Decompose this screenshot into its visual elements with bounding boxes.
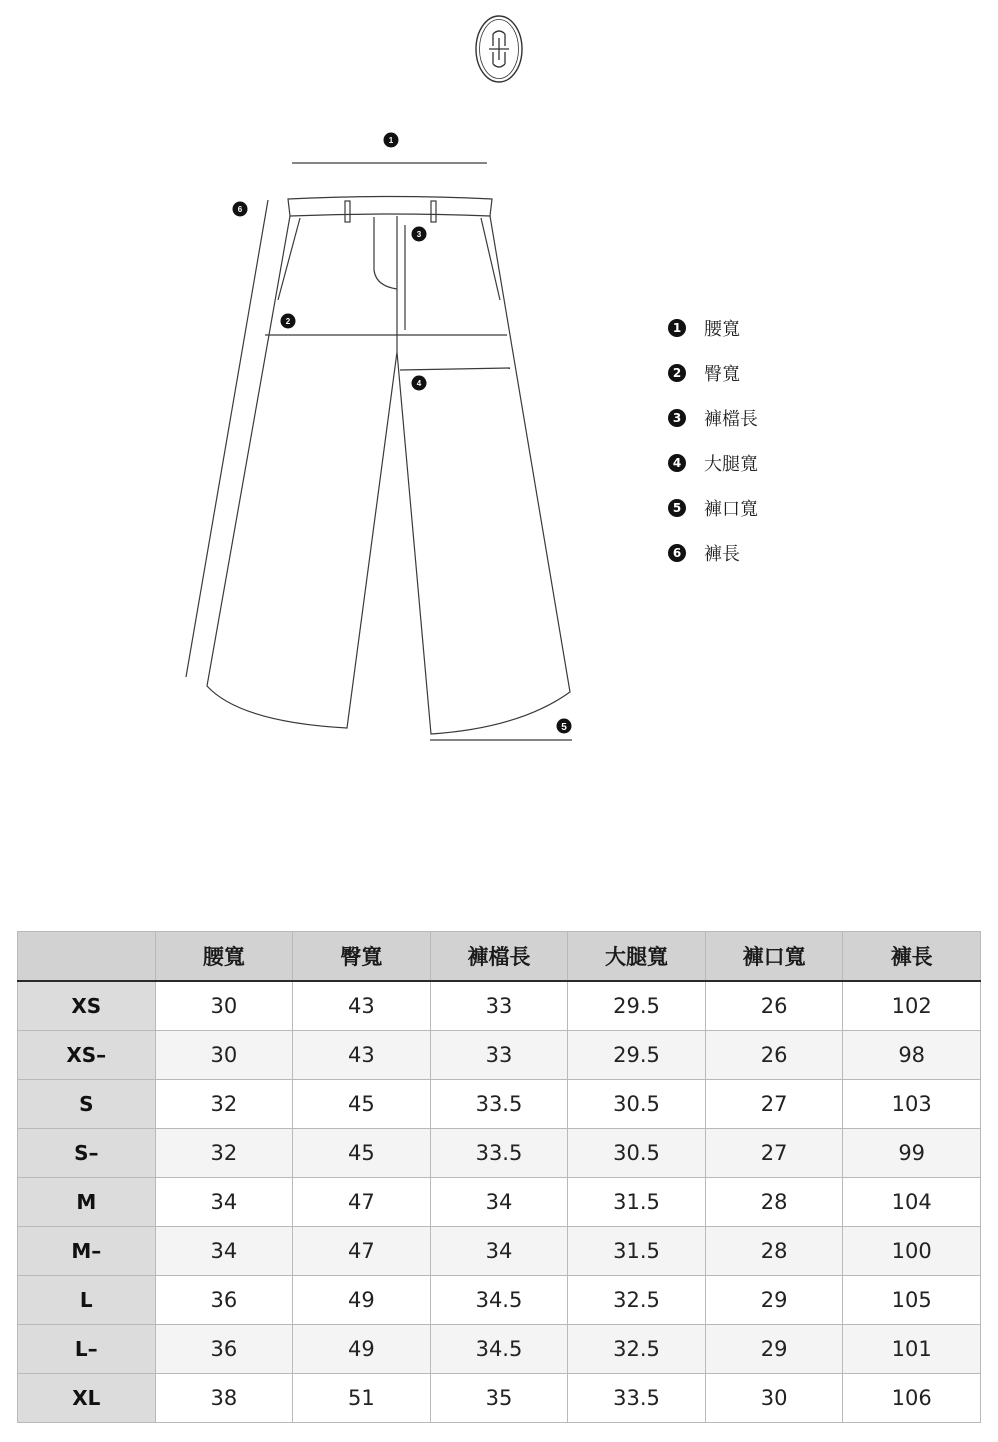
belt-loop-right [431,201,436,222]
size-label: XS– [18,1031,156,1080]
fly [374,217,397,289]
header-cell: 腰寬 [155,932,293,982]
marker-5 [557,719,572,734]
marker-1 [384,133,399,148]
length-measure-line [186,200,268,677]
table-cell: 99 [843,1129,981,1178]
size-chart [17,931,981,1423]
table-cell: 28 [705,1227,843,1276]
table-cell: 29.5 [568,1031,706,1080]
legend-item [668,485,868,530]
header-cell: 臀寬 [293,932,431,982]
belt-loop-left [345,201,350,222]
table-cell: 34 [155,1178,293,1227]
legend-item [668,530,868,575]
table-cell: 34 [430,1178,568,1227]
table-cell: 45 [293,1129,431,1178]
table-cell: 49 [293,1325,431,1374]
table-cell: 98 [843,1031,981,1080]
size-label: XS [18,981,156,1031]
measurement-legend [668,305,868,575]
table-cell: 105 [843,1276,981,1325]
table-cell: 32 [155,1129,293,1178]
table-cell: 26 [705,1031,843,1080]
table-body [18,981,981,1423]
size-table [17,931,981,1423]
table-row [18,1178,981,1227]
table-row [18,1031,981,1080]
header-cell: 大腿寬 [568,932,706,982]
legend-item [668,395,868,440]
legend-number: 4 [668,454,686,472]
size-label: S– [18,1129,156,1178]
table-cell: 36 [155,1276,293,1325]
pocket-left [278,218,300,300]
size-label: S [18,1080,156,1129]
header-cell: 褲長 [843,932,981,982]
table-cell: 29.5 [568,981,706,1031]
table-cell: 34 [430,1227,568,1276]
table-cell: 29 [705,1325,843,1374]
legend-label: 褲長 [704,543,740,565]
table-cell: 30.5 [568,1080,706,1129]
table-cell: 30.5 [568,1129,706,1178]
legend-number: 1 [668,319,686,337]
table-cell: 47 [293,1227,431,1276]
table-cell: 101 [843,1325,981,1374]
size-label: XL [18,1374,156,1423]
table-cell: 32.5 [568,1276,706,1325]
size-label: L– [18,1325,156,1374]
table-cell: 49 [293,1276,431,1325]
table-cell: 102 [843,981,981,1031]
table-cell: 26 [705,981,843,1031]
table-cell: 31.5 [568,1227,706,1276]
svg-text:2: 2 [285,317,291,326]
table-cell: 43 [293,981,431,1031]
size-label: M [18,1178,156,1227]
svg-text:1: 1 [388,136,394,145]
header-cell: 褲檔長 [430,932,568,982]
table-row [18,1276,981,1325]
legend-number: 5 [668,499,686,517]
table-cell: 32 [155,1080,293,1129]
table-cell: 30 [155,1031,293,1080]
table-cell: 106 [843,1374,981,1423]
svg-text:4: 4 [416,379,422,388]
table-cell: 43 [293,1031,431,1080]
thigh-measure-line [400,368,510,370]
table-cell: 47 [293,1178,431,1227]
table-cell: 34 [155,1227,293,1276]
svg-text:6: 6 [237,205,243,214]
legend-number: 2 [668,364,686,382]
table-cell: 103 [843,1080,981,1129]
legend-label: 大腿寬 [704,453,758,475]
table-cell: 34.5 [430,1276,568,1325]
diagram-markers [233,133,572,734]
table-cell: 51 [293,1374,431,1423]
table-row [18,1080,981,1129]
svg-text:5: 5 [561,722,567,733]
table-cell: 33.5 [430,1129,568,1178]
header-cell: 褲口寬 [705,932,843,982]
legend-number: 6 [668,544,686,562]
table-cell: 38 [155,1374,293,1423]
legend-label: 褲口寬 [704,498,758,520]
table-row [18,981,981,1031]
table-cell: 33.5 [568,1374,706,1423]
table-cell: 31.5 [568,1178,706,1227]
table-cell: 45 [293,1080,431,1129]
size-label: M– [18,1227,156,1276]
waistband [288,197,492,217]
table-cell: 30 [155,981,293,1031]
table-row [18,1374,981,1423]
table-cell: 33 [430,981,568,1031]
table-cell: 36 [155,1325,293,1374]
table-cell: 32.5 [568,1325,706,1374]
table-cell: 34.5 [430,1325,568,1374]
table-row [18,1325,981,1374]
legend-label: 腰寬 [704,318,740,340]
pants-outline [207,216,570,734]
table-cell: 29 [705,1276,843,1325]
legend-number: 3 [668,409,686,427]
svg-text:3: 3 [416,230,422,239]
table-cell: 33 [430,1031,568,1080]
table-cell: 35 [430,1374,568,1423]
table-cell: 100 [843,1227,981,1276]
table-row [18,1129,981,1178]
table-row [18,1227,981,1276]
table-cell: 30 [705,1374,843,1423]
table-header-row [18,932,981,982]
marker-2 [281,314,296,329]
table-cell: 28 [705,1178,843,1227]
marker-6 [233,202,248,217]
table-cell: 27 [705,1129,843,1178]
table-cell: 33.5 [430,1080,568,1129]
legend-item [668,305,868,350]
marker-3 [412,227,427,242]
legend-item [668,350,868,395]
marker-4 [412,376,427,391]
legend-item [668,440,868,485]
table-cell: 104 [843,1178,981,1227]
legend-label: 臀寬 [704,363,740,385]
size-label: L [18,1276,156,1325]
header-cell-size [18,932,156,982]
table-cell: 27 [705,1080,843,1129]
legend-label: 褲檔長 [704,408,758,430]
